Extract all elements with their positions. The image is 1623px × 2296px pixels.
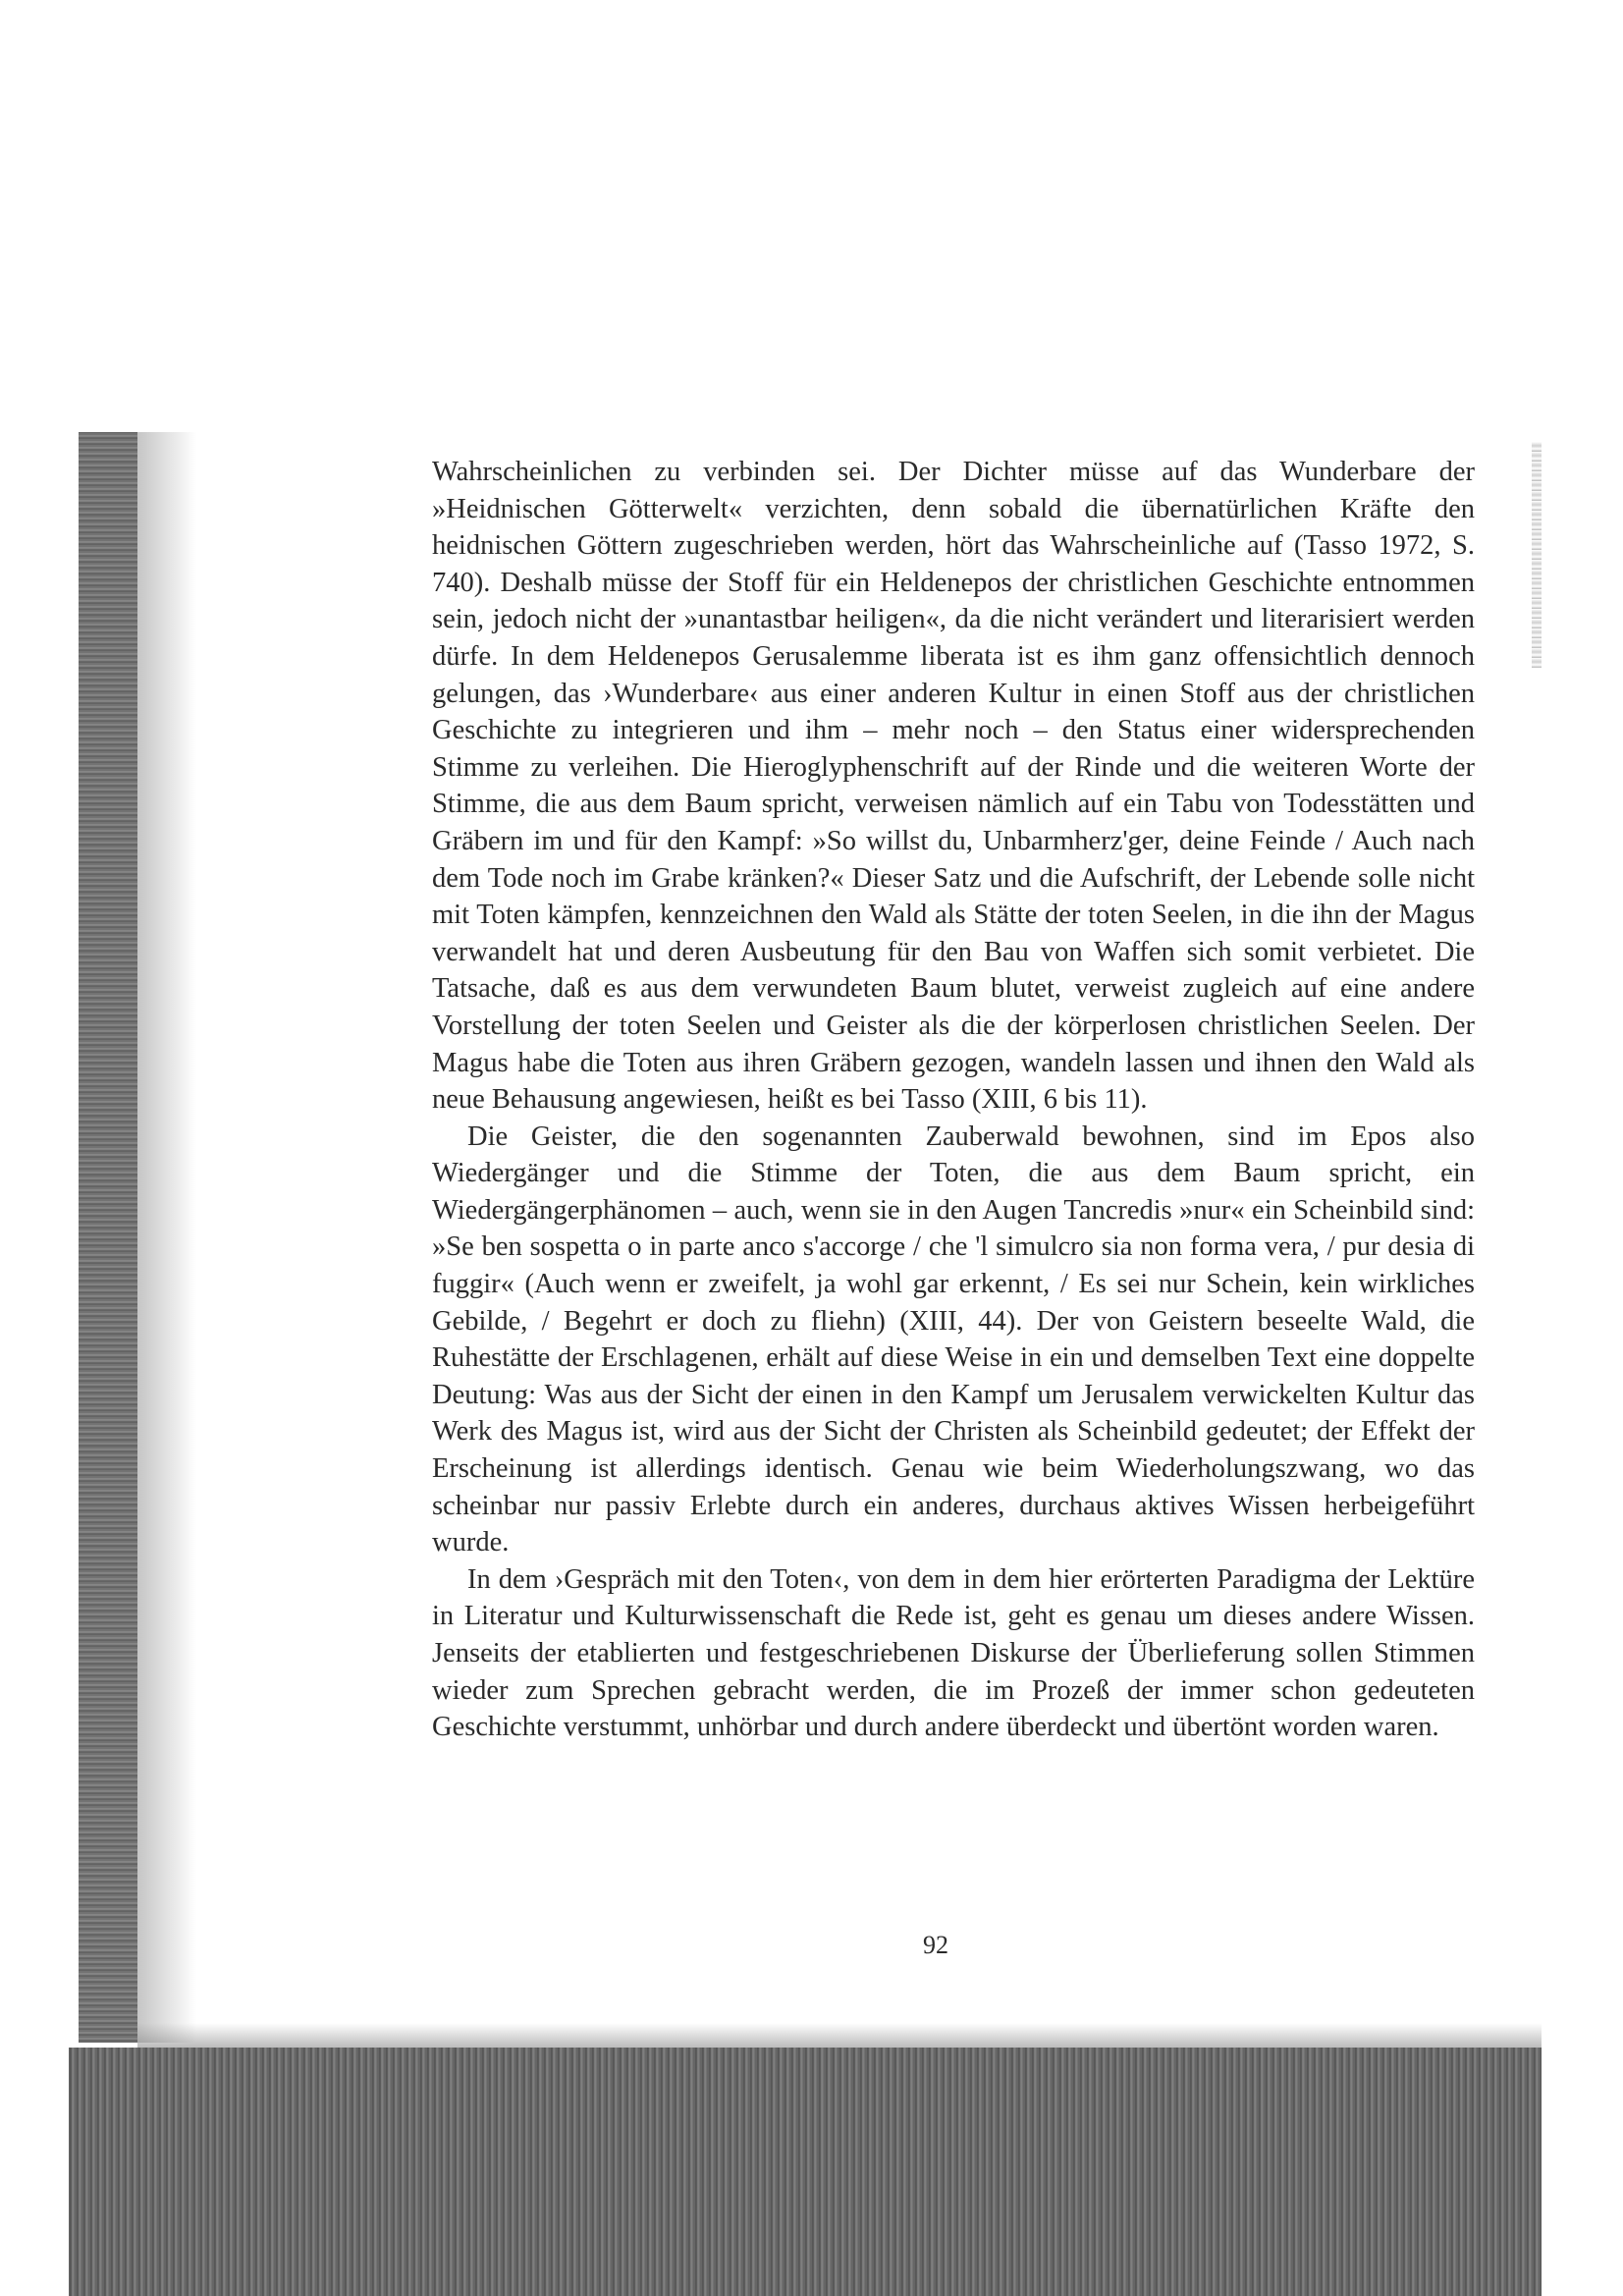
paragraph-3: In dem ›Gespräch mit den Toten‹, von dem in dem hier erörterten Paradigma der Lektüre in Literatur und Kulturwissenschaft die Rede ist, geht es genau um dieses andere Wissen. Jenseits der etablierten und festgeschriebenen Diskurse der Überlieferung sollen Stimmen wieder zum Sprechen gebracht werden, die im Prozeß der immer schon gedeuteten Geschichte verstummt, unhörbar und durch andere überdeckt und übertönt worden waren. — [432, 1563, 1475, 1743]
scan-shadow-left — [79, 432, 137, 2043]
page-body — [432, 454, 1475, 1746]
page-number: 92 — [923, 1931, 948, 1959]
scan-specks-right — [1532, 442, 1542, 668]
paragraph-1: Wahrscheinlichen zu verbinden sei. Der Dichter müsse auf das Wunderbare der »Heidnischen Götterwelt« verzichten, denn sobald die übernatürlichen Kräfte den heidnischen Göttern zugeschrieben werden, hört das Wahrscheinliche auf (Tasso 1972, S. 740). Deshalb müsse der Stoff für ein Heldenepos der christlichen Geschichte entnommen sein, jedoch nicht der »unantastbar heiligen«, da die nicht verändert und literarisiert werden dürfe. In dem Heldenepos Gerusalemme liberata ist es ihm ganz offensichtlich dennoch gelungen, das ›Wunderbare‹ aus einer anderen Kultur in einen Stoff aus der christlichen Geschichte zu integrieren und ihm – mehr noch – den Status einer widersprechenden Stimme zu verleihen. Die Hieroglyphenschrift auf der Rinde und die weiteren Worte der Stimme, die aus dem Baum spricht, verweisen nämlich auf ein Tabu von Todesstätten und Gräbern im und für den Kampf: »So willst du, Unbarmherz'ger, deine Feinde / Auch nach dem Tode noch im Grabe kränken?« Dieser Satz und die Aufschrift, der Lebende solle nicht mit Toten kämpfen, kennzeichnen den Wald als Stätte der toten Seelen, in die ihn der Magus verwandelt hat und deren Ausbeutung für den Bau von Waffen sich somit verbietet. Die Tatsache, daß es aus dem verwundeten Baum blutet, verweist zugleich auf eine andere Vorstellung der toten Seelen und Geister als die der körperlosen christlichen Seelen. Der Magus habe die Toten aus ihren Gräbern gezogen, wandeln lassen und ihnen den Wald als neue Behausung angewiesen, heißt es bei Tasso (XIII, 6 bis 11). — [432, 457, 1475, 1116]
scan-shadow-bottom — [69, 2048, 1542, 2296]
scan-shadow-left-fade — [137, 432, 196, 2043]
paragraph-2: Die Geister, die den sogenannten Zauberwald bewohnen, sind im Epos also Wiedergänger und die Stimme der Toten, die aus dem Baum spricht, ein Wiedergängerphänomen – auch, wenn sie in den Augen Tancredis »nur« ein Scheinbild sind: »Se ben sospetta o in parte anco s'accorge / che 'l simulcro sia non forma vera, / pur desia di fuggir« (Auch wenn er zweifelt, ja wohl gar erkennt, / Es sei nur Schein, kein wirkliches Gebilde, / Begehrt er doch zu fliehn) (XIII, 44). Der von Geistern beseelte Wald, die Ruhestätte der Erschlagenen, erhält auf diese Weise in ein und demselben Text eine doppelte Deutung: Was aus der Sicht der einen in den Kampf um Jerusalem verwickelten Kultur das Werk des Magus ist, wird aus der Sicht der Christen als Scheinbild gedeutet; der Effekt der Erscheinung ist allerdings identisch. Genau wie beim Wiederholungszwang, wo das scheinbar nur passiv Erlebte durch ein anderes, durchaus aktives Wissen herbeigeführt wurde. — [432, 1121, 1475, 1558]
